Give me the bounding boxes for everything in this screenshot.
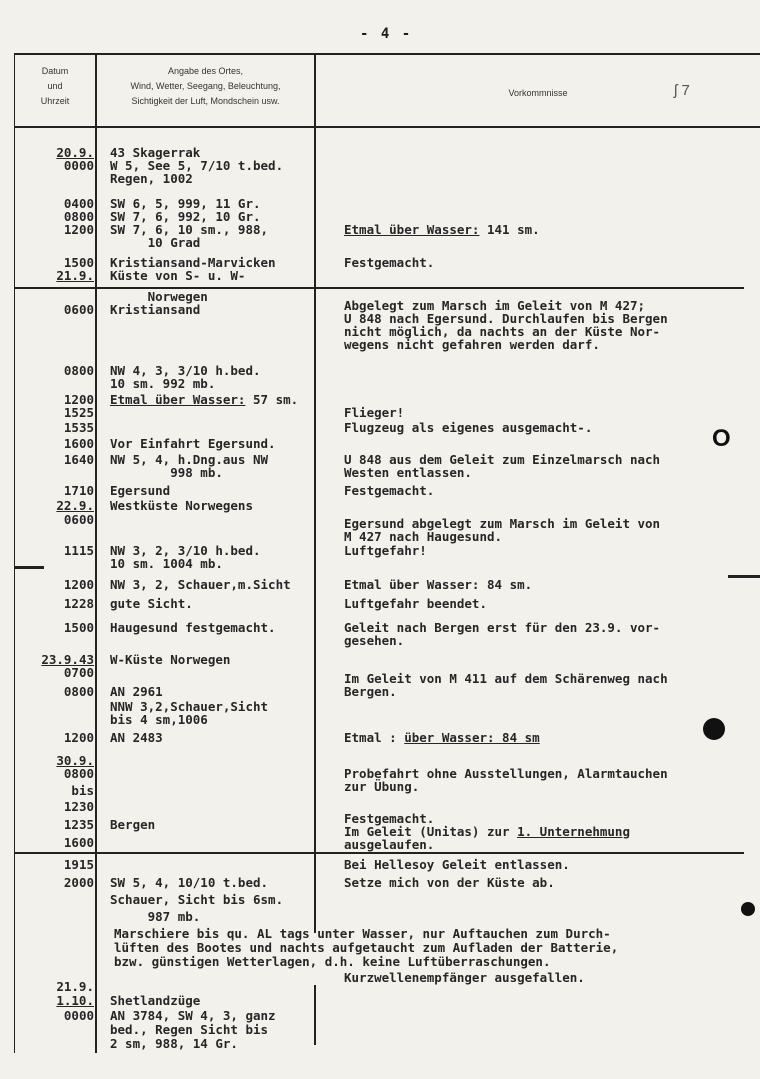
entry-datetime: 23.9.43 xyxy=(41,652,94,667)
entry-datetime: 1915 xyxy=(63,857,94,872)
entry-datetime: 1500 xyxy=(63,255,94,270)
event-note-line: Kurzwellenempfänger ausgefallen. xyxy=(344,970,585,985)
entry-location: Kristiansand xyxy=(110,302,201,317)
entry-datetime: 1600 xyxy=(63,436,94,451)
entry-location: Haugesund festgemacht. xyxy=(110,620,276,635)
entry-event: Im Geleit von M 411 auf dem Schärenweg nach xyxy=(344,671,668,686)
entry-datetime: 1500 xyxy=(63,620,94,635)
entry-event: Setze mich von der Küste ab. xyxy=(344,875,555,890)
entry-datetime: 1.10. xyxy=(56,993,94,1008)
entry-event: Im Geleit (Unitas) zur 1. Unternehmung xyxy=(344,824,630,839)
entry-location: Norwegen xyxy=(110,289,208,304)
entry-event: Flugzeug als eigenes ausgemacht-. xyxy=(344,420,593,435)
entry-location: Küste von S- u. W- xyxy=(110,268,246,283)
entry-event: gesehen. xyxy=(344,633,405,648)
column-divider-2 xyxy=(314,53,316,933)
entry-location: Egersund xyxy=(110,483,171,498)
entry-datetime: 1235 xyxy=(63,817,94,832)
entry-event: nicht möglich, da nachts an der Küste Nor- xyxy=(344,324,661,339)
ink-blot xyxy=(741,902,755,916)
entry-location: SW 7, 6, 10 sm., 988, xyxy=(110,222,269,237)
header-location: Angabe des Ortes, Wind, Wetter, Seegang, Beleuchtung, Sichtigkeit der Luft, Mondschein usw. xyxy=(130,66,281,106)
header-date-time: Datum und Uhrzeit xyxy=(40,66,70,106)
entry-location: 987 mb. xyxy=(110,909,201,924)
entry-datetime: 0600 xyxy=(63,302,94,317)
entry-datetime: 2000 xyxy=(63,875,94,890)
entry-location: W 5, See 5, 7/10 t.bed. xyxy=(110,158,284,173)
entry-datetime: 0800 xyxy=(63,766,94,781)
entry-location: NW 5, 4, h.Dng.aus NW xyxy=(110,452,269,467)
entry-event: Bergen. xyxy=(344,684,397,699)
page-number: - 4 - xyxy=(360,26,413,42)
entry-event: Luftgefahr beendet. xyxy=(344,596,487,611)
entry-location: NW 3, 2, 3/10 h.bed. xyxy=(110,543,261,558)
entry-event: Festgemacht. xyxy=(344,483,435,498)
entry-event: Probefahrt ohne Ausstellungen, Alarmtauchen xyxy=(344,766,668,781)
entry-event: Festgemacht. xyxy=(344,255,435,270)
entry-location: NNW 3,2,Schauer,Sicht xyxy=(110,699,269,714)
entry-location: Etmal über Wasser: 57 sm. xyxy=(110,392,299,407)
margin-mark-left xyxy=(14,566,44,569)
entry-location: Shetlandzüge xyxy=(110,993,201,1008)
event-note-line: Marschiere bis qu. AL tags unter Wasser, nur Auftauchen zum Durch- xyxy=(114,926,611,941)
entry-location: 10 Grad xyxy=(110,235,201,250)
entry-location: AN 2961 xyxy=(110,684,163,699)
entry-datetime: 1525 xyxy=(63,405,94,420)
entry-datetime: 0600 xyxy=(63,512,94,527)
entry-event: zur Übung. xyxy=(344,779,420,794)
entry-event: ausgelaufen. xyxy=(344,837,435,852)
entry-location: 998 mb. xyxy=(110,465,223,480)
entry-event: wegens nicht gefahren werden darf. xyxy=(344,337,600,352)
entry-event: Etmal über Wasser: 84 sm. xyxy=(344,577,533,592)
entry-location: NW 3, 2, Schauer,m.Sicht xyxy=(110,577,291,592)
entry-event: Bei Hellesoy Geleit entlassen. xyxy=(344,857,570,872)
entry-location: SW 7, 6, 992, 10 Gr. xyxy=(110,209,261,224)
entry-event: U 848 nach Egersund. Durchlaufen bis Bergen xyxy=(344,311,668,326)
entry-location: Vor Einfahrt Egersund. xyxy=(110,436,276,451)
entry-datetime: 0000 xyxy=(63,158,94,173)
entry-location: Schauer, Sicht bis 6sm. xyxy=(110,892,284,907)
entry-datetime: 0700 xyxy=(63,665,94,680)
event-note-line: bzw. günstigen Wetterlagen, d.h. keine Luftüberraschungen. xyxy=(114,954,551,969)
entry-datetime: 1228 xyxy=(63,596,94,611)
entry-event: Etmal über Wasser: 141 sm. xyxy=(344,222,540,237)
entry-event: Flieger! xyxy=(344,405,405,420)
entry-location: Bergen xyxy=(110,817,156,832)
entry-location: 43 Skagerrak xyxy=(110,145,201,160)
entry-location: Westküste Norwegens xyxy=(110,498,253,513)
entry-event: Festgemacht. xyxy=(344,811,435,826)
handwritten-tick: ʃ 7 xyxy=(674,82,690,99)
left-border xyxy=(14,53,15,1053)
entry-datetime: bis xyxy=(71,783,94,798)
entry-datetime: 21.9. xyxy=(56,979,94,994)
section-divider-2 xyxy=(14,852,744,854)
entry-event: M 427 nach Haugesund. xyxy=(344,529,503,544)
handwritten-circle: O xyxy=(712,425,731,452)
event-note-line: lüften des Bootes und nachts aufgetaucht zum Aufladen der Batterie, xyxy=(114,940,619,955)
entry-location: bed., Regen Sicht bis xyxy=(110,1022,269,1037)
entry-datetime: 0400 xyxy=(63,196,94,211)
entry-datetime: 1710 xyxy=(63,483,94,498)
entry-location: 2 sm, 988, 14 Gr. xyxy=(110,1036,238,1051)
entry-location: SW 6, 5, 999, 11 Gr. xyxy=(110,196,261,211)
entry-datetime: 1200 xyxy=(63,730,94,745)
entry-datetime: 1535 xyxy=(63,420,94,435)
entry-datetime: 22.9. xyxy=(56,498,94,513)
entry-datetime: 30.9. xyxy=(56,753,94,768)
entry-datetime: 0800 xyxy=(63,209,94,224)
column-divider-2-lower xyxy=(314,985,316,1045)
entry-location: 10 sm. 1004 mb. xyxy=(110,556,223,571)
margin-mark-right xyxy=(728,575,760,578)
entry-location: AN 3784, SW 4, 3, ganz xyxy=(110,1008,276,1023)
entry-datetime: 1200 xyxy=(63,392,94,407)
entry-event: Etmal : über Wasser: 84 sm xyxy=(344,730,540,745)
entry-datetime: 0000 xyxy=(63,1008,94,1023)
entry-location: AN 2483 xyxy=(110,730,163,745)
column-divider-1 xyxy=(95,53,97,1053)
entry-event: Geleit nach Bergen erst für den 23.9. vor- xyxy=(344,620,661,635)
entry-datetime: 0800 xyxy=(63,363,94,378)
entry-datetime: 1115 xyxy=(63,543,94,558)
entry-event: U 848 aus dem Geleit zum Einzelmarsch nach xyxy=(344,452,661,467)
entry-location: Regen, 1002 xyxy=(110,171,193,186)
entry-datetime: 20.9. xyxy=(56,145,94,160)
entry-location: bis 4 sm,1006 xyxy=(110,712,208,727)
entry-location: 10 sm. 992 mb. xyxy=(110,376,216,391)
entry-event: Westen entlassen. xyxy=(344,465,472,480)
ink-blot xyxy=(703,718,725,740)
entry-location: NW 4, 3, 3/10 h.bed. xyxy=(110,363,261,378)
top-border xyxy=(14,53,760,55)
header-events: Vorkommnisse xyxy=(508,88,568,98)
entry-datetime: 1200 xyxy=(63,222,94,237)
entry-datetime: 1200 xyxy=(63,577,94,592)
entry-datetime: 21.9. xyxy=(56,268,94,283)
entry-datetime: 0800 xyxy=(63,684,94,699)
entry-event: Luftgefahr! xyxy=(344,543,427,558)
entry-datetime: 1640 xyxy=(63,452,94,467)
entry-location: SW 5, 4, 10/10 t.bed. xyxy=(110,875,269,890)
entry-location: W-Küste Norwegen xyxy=(110,652,231,667)
entry-event: Abgelegt zum Marsch im Geleit von M 427; xyxy=(344,298,646,313)
entry-datetime: 1600 xyxy=(63,835,94,850)
entry-event: Egersund abgelegt zum Marsch im Geleit von xyxy=(344,516,661,531)
header-bottom-border xyxy=(14,126,760,128)
entry-location: Kristiansand-Marvicken xyxy=(110,255,276,270)
entry-location: gute Sicht. xyxy=(110,596,193,611)
entry-datetime: 1230 xyxy=(63,799,94,814)
